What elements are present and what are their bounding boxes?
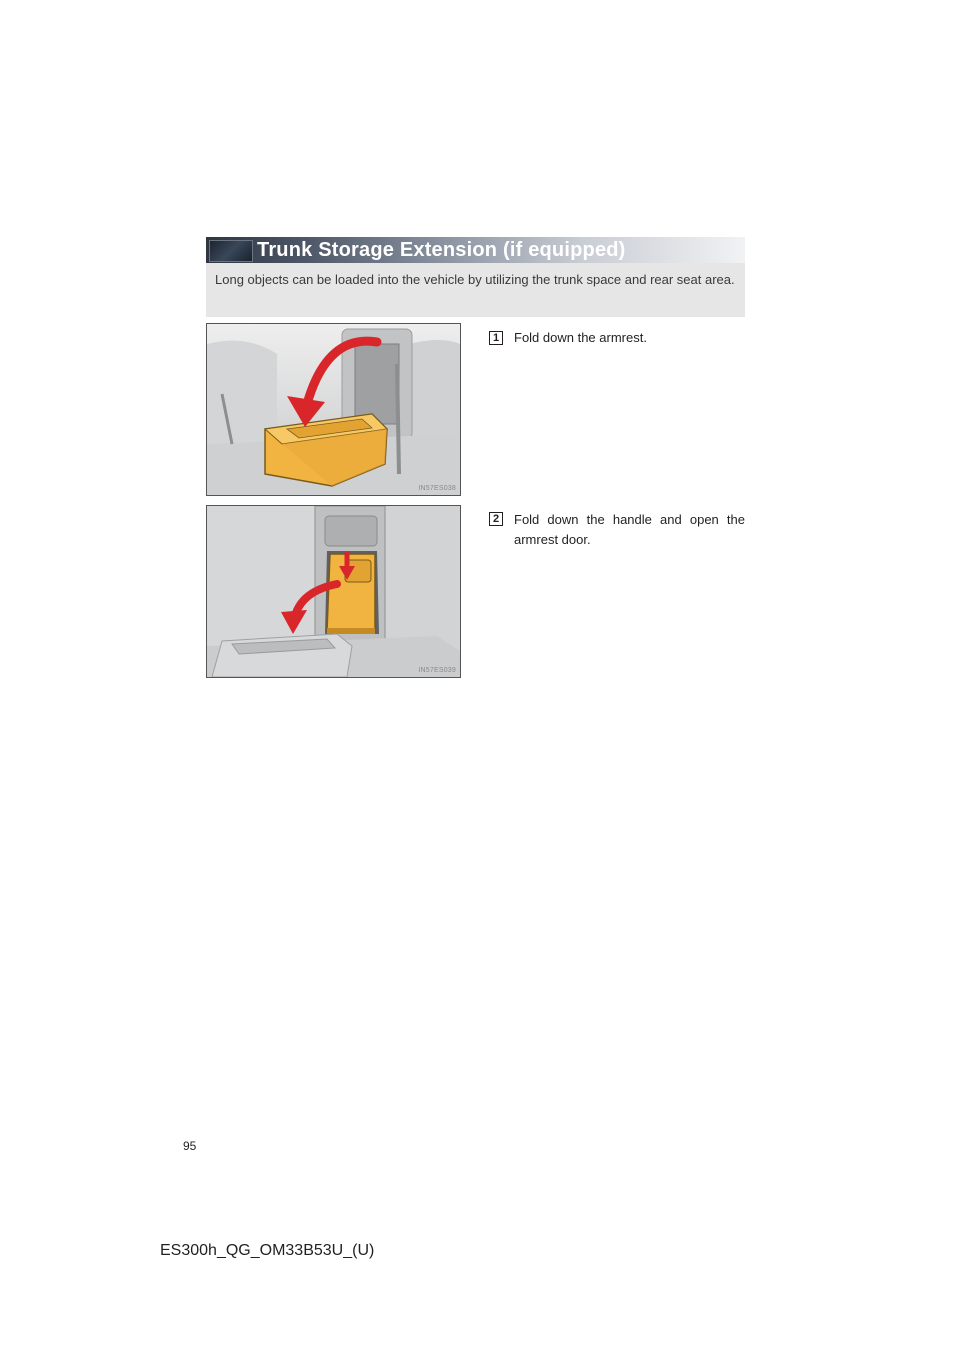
section-header [206, 237, 745, 263]
figure-code: IN57ES039 [418, 667, 456, 674]
step-1-text: Fold down the armrest. [514, 330, 647, 345]
intro-box [206, 263, 745, 317]
armrest-illustration [207, 324, 460, 495]
step-number-badge: 1 [489, 331, 503, 345]
figure-code: IN57ES038 [418, 485, 456, 492]
armrest-door-illustration [207, 506, 460, 677]
document-code: ES300h_QG_OM33B53U_(U) [160, 1242, 375, 1259]
step-number-badge: 2 [489, 512, 503, 526]
step-2-text: Fold down the handle and open the armrest door. [514, 512, 745, 547]
intro-text: Long objects can be loaded into the vehicle by utilizing the trunk space and rear seat area. [215, 272, 735, 287]
section-title: Trunk Storage Extension (if equipped) [257, 239, 626, 261]
header-thumbnail-image [209, 240, 253, 262]
figure-open-armrest-door [206, 505, 461, 678]
page-number: 95 [183, 1139, 197, 1153]
figure-fold-armrest [206, 323, 461, 496]
